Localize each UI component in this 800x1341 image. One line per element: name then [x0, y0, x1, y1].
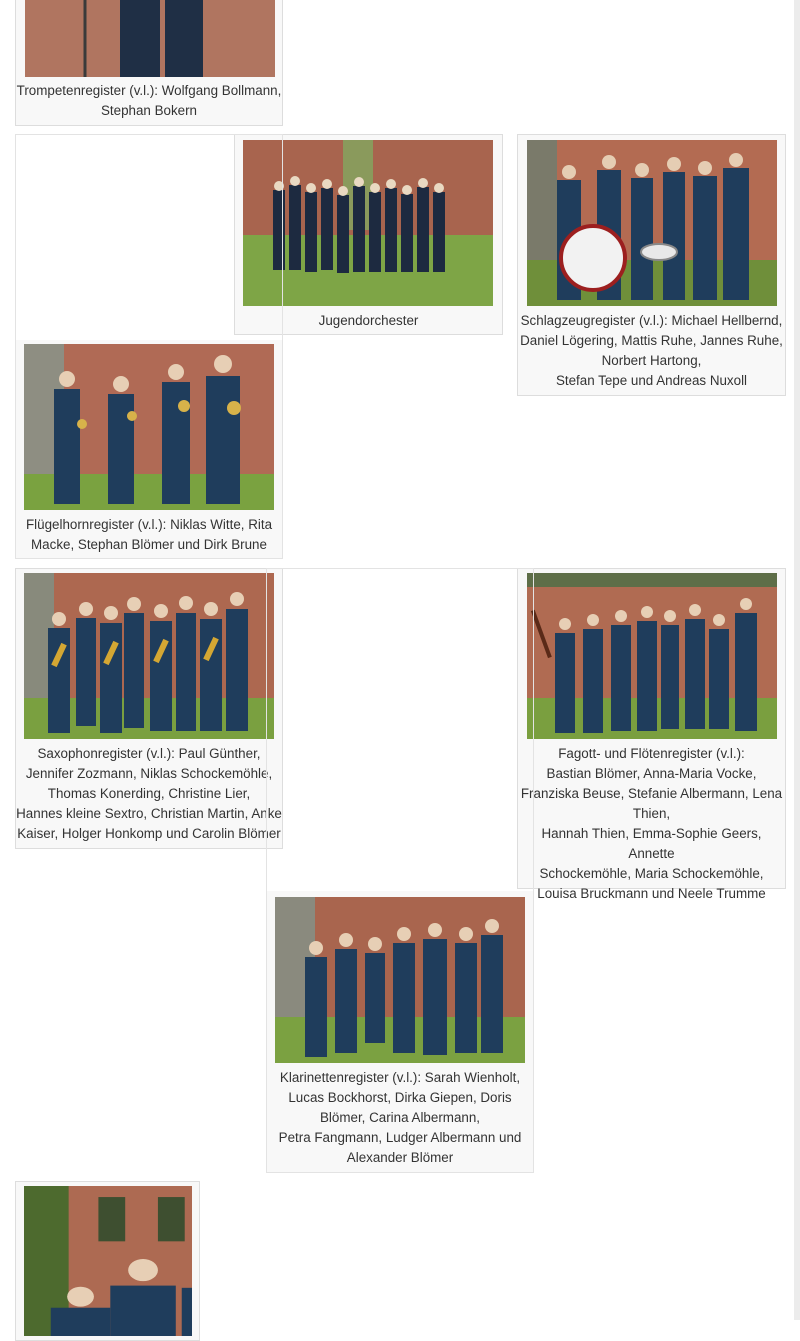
photo-schlagzeugregister[interactable]: [527, 140, 777, 306]
caption-klarinettenregister: Klarinettenregister (v.l.): Sarah Wienholt, Lucas Bockhorst, Dirka Giepen, Doris Blömer, Carina Albermann, Petra Fangmann, Ludger Albermann und Alexander Blömer: [278, 1070, 522, 1165]
photo-saxophonregister[interactable]: [24, 573, 274, 739]
caption-fluegelhornregister: Flügelhornregister (v.l.): Niklas Witte, Rita Macke, Stephan Blömer und Dirk Brune: [25, 517, 273, 552]
gallery-card-last: [15, 1181, 200, 1341]
photo-fagottregister[interactable]: [527, 573, 777, 739]
gallery-card-saxophon: [15, 568, 283, 849]
caption-schlagzeugregister: Schlagzeugregister (v.l.): Michael Hellbernd, Daniel Lögering, Mattis Ruhe, Jannes Ruhe, Norbert Hartong, Stefan Tepe und Andreas Nuxoll: [520, 313, 783, 388]
gallery-card-fagott: [517, 568, 786, 901]
photo-klarinettenregister[interactable]: [275, 897, 525, 1063]
gallery-card-fluegelhorn: [15, 134, 283, 559]
photo-trompetenregister[interactable]: [25, 0, 275, 77]
photo-last-register[interactable]: [24, 1186, 192, 1336]
gallery-card-trompeten: [15, 0, 283, 126]
caption-fagottregister: Fagott- und Flötenregister (v.l.): Bastian Blömer, Anna-Maria Vocke, Franziska Beuse, Stefanie Albermann, Lena Thien, Hannah Thien, Emma-Sophie Geers, Annette Schockemöhle, Maria Schockemöhle, Louisa Bruckmann und Neele Trumme: [520, 746, 783, 901]
caption-trompetenregister: Trompetenregister (v.l.): Wolfgang Bollmann, Stephan Bokern: [16, 83, 282, 118]
page-scrollbar[interactable]: [794, 0, 800, 1320]
photo-fluegelhornregister[interactable]: [24, 344, 274, 510]
caption-jugendorchester: Jugendorchester: [318, 313, 419, 328]
gallery-card-klarinette: [266, 568, 534, 1173]
gallery-card-schlagzeug: [517, 134, 786, 396]
caption-saxophonregister: Saxophonregister (v.l.): Paul Günther, Jennifer Zozmann, Niklas Schockemöhle, Thomas Konerding, Christine Lier, Hannes kleine Sextro, Christian Martin, Anke Kaiser, Holger Honkomp und Carolin Blömer: [16, 746, 282, 841]
